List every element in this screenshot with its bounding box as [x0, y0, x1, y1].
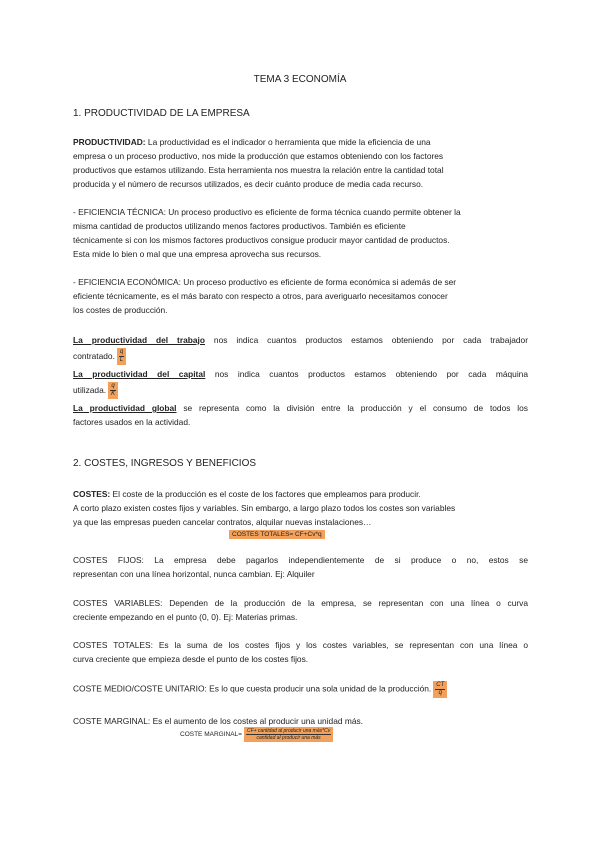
- coste-marginal-formula: COSTE MARGINAL= $\frac{\text{CF+ cantidad al producir una más*Cv}}{\text{cantidad al producir una más}}$: [180, 727, 333, 742]
- section-1-heading: 1. PRODUCTIVIDAD DE LA EMPRESA: [73, 108, 250, 119]
- productividad-capital-term: La productividad del capital: [73, 369, 206, 379]
- eficiencia-tecnica-paragraph: - EFICIENCIA TÉCNICA: Un proceso productivo es eficiente de forma técnica cuando permite obtener la misma cantidad de productos utilizando menos factores productivos. También es eficiente técnicamente si con los mismos factores productivos consigue producir mayor cantidad de productos. Esta mide lo bien o mal que una empresa aprovecha sus recursos.: [73, 207, 461, 259]
- productividad-trabajo-paragraph: La productividad del trabajo nos indica cuantos productos estamos obteniendo por cada trabajador contratado. $\frac{q}{L}$: [73, 335, 528, 364]
- productividad-global-term: La productividad global: [73, 403, 177, 413]
- capital-fraction: $\frac{q}{K}$: [108, 382, 118, 399]
- eficiencia-economica-paragraph: - EFICIENCIA ECONÓMICA: Un proceso productivo es eficiente de forma económica si además de ser eficiente técnicamente, es el más barato con respecto a otros, para averiguarlo necesitamos conocer los costes de producción.: [73, 277, 457, 315]
- productividad-global-paragraph: La productividad global se representa como la división entre la producción y el consumo de todos los factores usados en la actividad.: [73, 403, 528, 427]
- costes-variables-paragraph: COSTES VARIABLES: Dependen de la producción de la empresa, se representan con una línea o curva creciente empezando en el punto (0, 0). Ej: Materias primas.: [73, 598, 528, 622]
- costes-term: COSTES:: [73, 489, 111, 499]
- trabajo-fraction: $\frac{q}{L}$: [117, 348, 126, 365]
- costes-totales-paragraph: COSTES TOTALES: Es la suma de los costes fijos y los costes variables, se representan con una línea o curva creciente que empieza desde el punto de los costes fijos.: [73, 640, 528, 664]
- productividad-capital-paragraph: La productividad del capital nos indica cuantos productos estamos obteniendo por cada máquina utilizada. $\frac{q}{K}$: [73, 369, 528, 398]
- productividad-paragraph: PRODUCTIVIDAD: La productividad es el indicador o herramienta que mide la eficiencia de una empresa o un proceso productivo, nos mide la producción que estamos obteniendo con los factores productivos que estamos utilizando. Esta herramienta nos muestra la relación entre la cantidad total producida y el número de recursos utilizados, es decir cuánto produce de media cada recurso.: [73, 137, 444, 189]
- productividad-term: PRODUCTIVIDAD:: [73, 137, 146, 147]
- productividad-trabajo-term: La productividad del trabajo: [73, 335, 205, 345]
- coste-marginal-paragraph: COSTE MARGINAL: Es el aumento de los costes al producir una unidad más.: [73, 716, 364, 726]
- coste-medio-fraction: $\frac{CT}{q}$: [433, 681, 447, 698]
- coste-medio-paragraph: COSTE MEDIO/COSTE UNITARIO: Es lo que cuesta producir una sola unidad de la producción. $\frac{CT}{q}$: [73, 681, 528, 698]
- costes-fijos-paragraph: COSTES FIJOS: La empresa debe pagarlos independientemente de si produce o no, estos se representan con una línea horizontal, nunca cambian. Ej: Alquiler: [73, 555, 528, 579]
- document-title: TEMA 3 ECONOMÍA: [253, 74, 347, 85]
- costes-paragraph: COSTES: El coste de la producción es el coste de los factores que empleamos para producir. A corto plazo existen costes fijos y variables. Sin embargo, a largo plazo todos los costes son variables ya que las empresas pueden cancelar contratos, alquilar nuevas instalaciones…: [73, 489, 456, 527]
- section-2-heading: 2. COSTES, INGRESOS Y BENEFICIOS: [73, 458, 257, 469]
- coste-marginal-fraction: $\frac{\text{CF+ cantidad al producir una más*Cv}}{\text{cantidad al producir una más}}$: [244, 727, 333, 742]
- costes-totales-formula: COSTES TOTALES= CF+Cv*q: [229, 530, 325, 539]
